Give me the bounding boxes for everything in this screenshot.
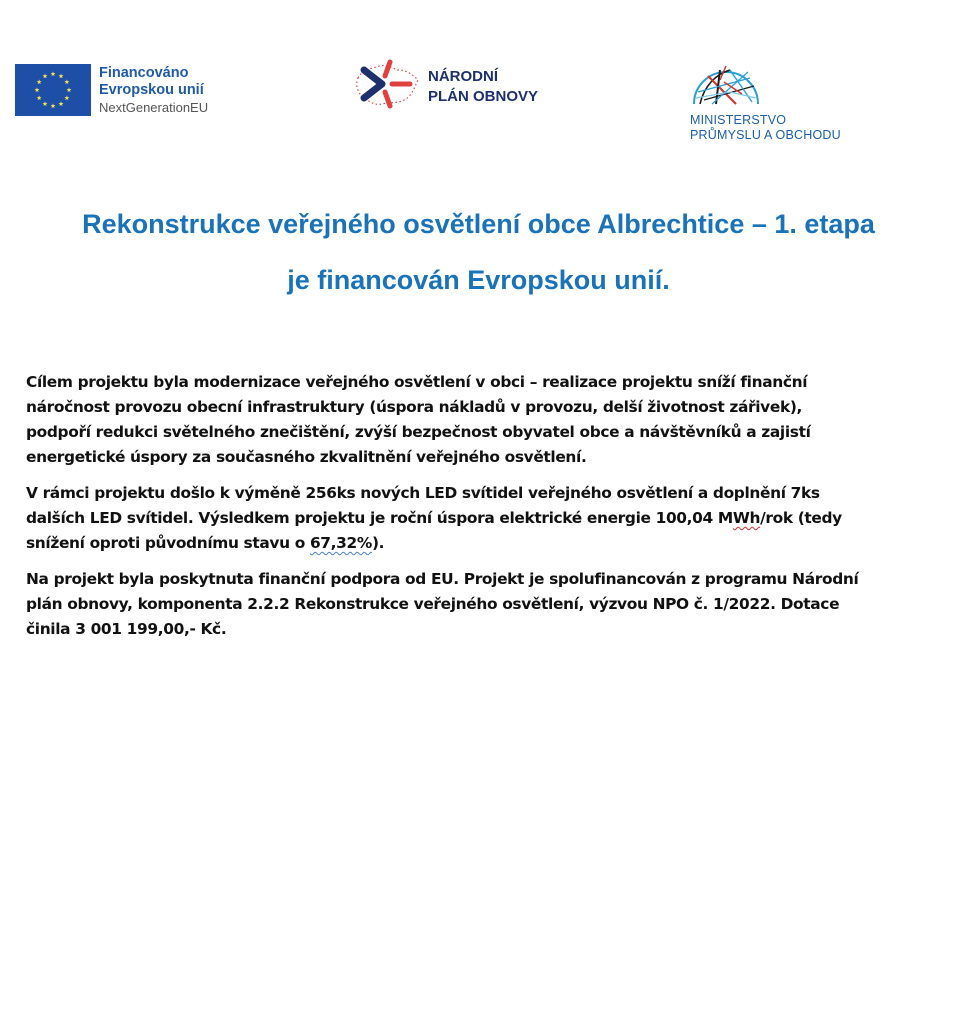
npo-logo-line1: NÁRODNÍ: [428, 67, 498, 85]
npo-logo-line2: PLÁN OBNOVY: [428, 87, 539, 105]
text-line: [26, 531, 946, 556]
text-line: plán obnovy, komponenta 2.2.2 Rekonstrukce veřejného osvětlení, výzvou NPO č. 1/2022. Dotace: [26, 595, 840, 613]
grammar-marked-percentage: 67,32%: [309, 534, 372, 552]
text-line: činila 3 001 199,00,- Kč.: [26, 620, 227, 638]
document-body: [26, 370, 946, 653]
text-line: energetické úspory za současného zkvalitnění veřejného osvětlení.: [26, 448, 587, 466]
npo-logo: [352, 56, 538, 117]
mpo-globe-icon: [690, 93, 762, 110]
text-segment: ).: [371, 534, 385, 552]
text-line: náročnost provozu obecní infrastruktury (úspora nákladů v provozu, delší životnost zářivek),: [26, 398, 803, 416]
paragraph-project-goal: [26, 370, 946, 470]
paragraph-project-results: [26, 481, 946, 556]
spellcheck-marked-unit: Wh: [732, 509, 761, 527]
eu-logo-line1: Financováno: [99, 64, 189, 81]
eu-flag-icon: [15, 64, 91, 116]
eu-logo-line2: Evropskou unií: [99, 81, 204, 98]
text-line: [26, 506, 946, 531]
npo-emblem-icon: [352, 56, 422, 117]
text-line: V rámci projektu došlo k výměně 256ks nových LED svítidel veřejného osvětlení a doplnění 7ks: [26, 484, 820, 502]
paragraph-funding: [26, 567, 946, 642]
text-segment: dalších LED svítidel. Výsledkem projektu je roční úspora elektrické energie 100,04 M: [26, 509, 733, 527]
text-line: Na projekt byla poskytnuta finanční podpora od EU. Projekt je spolufinancován z programu Národní: [26, 570, 859, 588]
mpo-logo-line2: PRŮMYSLU A OBCHODU: [690, 128, 841, 142]
text-segment: /rok (tedy: [760, 509, 842, 527]
text-segment: snížení oproti původnímu stavu o: [26, 534, 310, 552]
text-line: podpoří redukci světelného znečištění, zvýší bezpečnost obyvatel obce a návštěvníků a zajistí: [26, 423, 811, 441]
eu-logo-line3: NextGenerationEU: [99, 99, 209, 115]
title-line1: Rekonstrukce veřejného osvětlení obce Albrechtice – 1. etapa: [82, 209, 875, 239]
page-title: [0, 196, 957, 308]
title-line2: je financován Evropskou unií.: [287, 265, 670, 295]
mpo-logo-line1: MINISTERSTVO: [690, 113, 787, 127]
mpo-logo: [690, 64, 841, 143]
eu-funding-logo: [15, 64, 208, 116]
text-line: Cílem projektu byla modernizace veřejného osvětlení v obci – realizace projektu sníží finanční: [26, 373, 808, 391]
